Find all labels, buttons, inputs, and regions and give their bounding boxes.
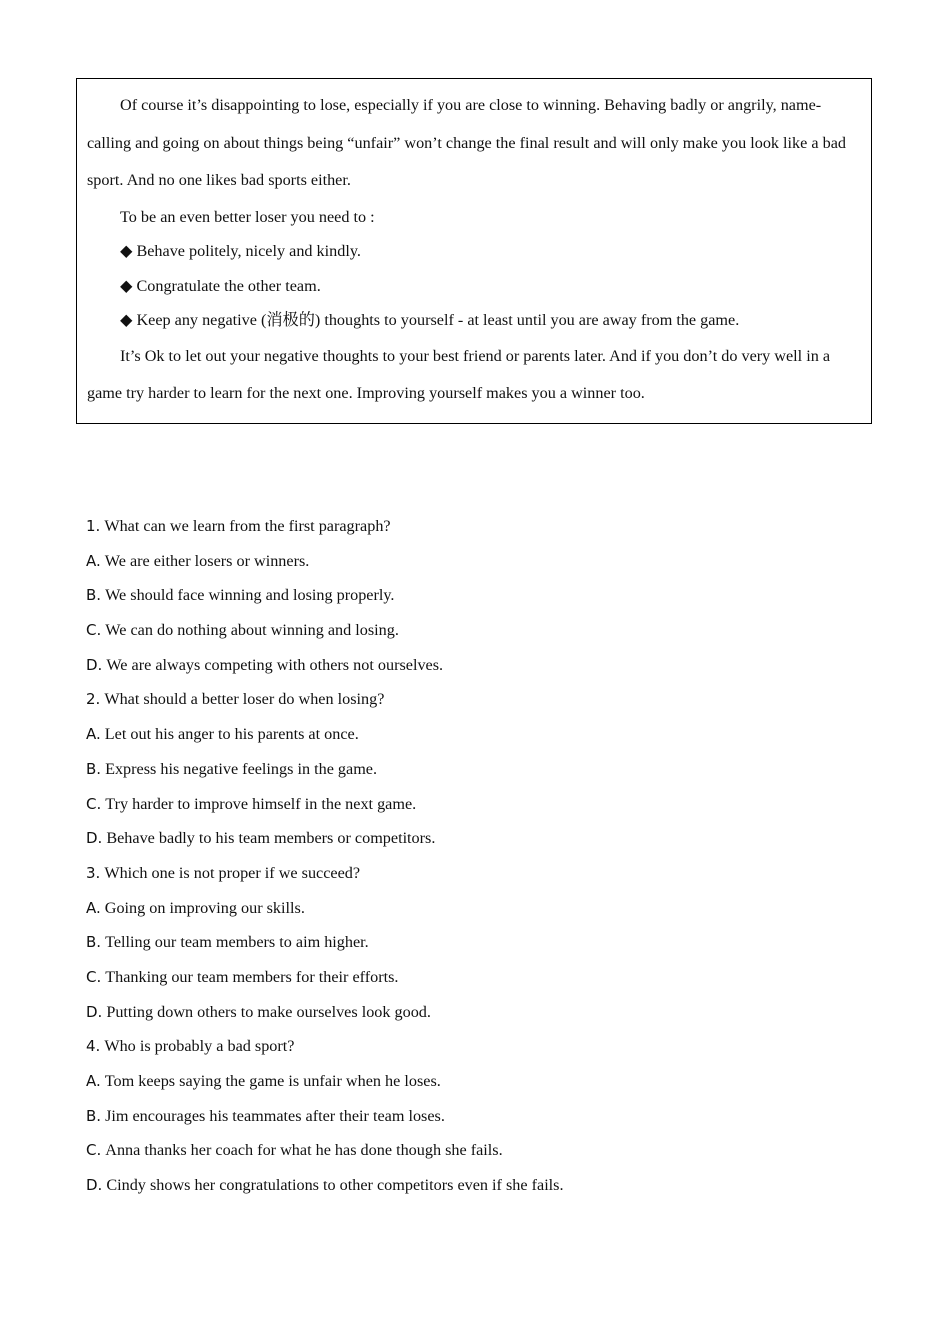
question-4-option-b: [86, 1099, 866, 1134]
option-letter: B.: [86, 933, 102, 952]
question-text: Who is probably a bad sport?: [104, 1037, 295, 1056]
option-letter: B.: [86, 759, 102, 778]
option-letter: C.: [86, 621, 102, 640]
question-list: [86, 509, 866, 1203]
option-text: We can do nothing about winning and losing.: [105, 621, 399, 640]
passage-paragraph-3: It’s Ok to let out your negative thoughts to your best friend or parents later. And if you don’t do very well in a game try harder to learn for the next one. Improving yourself makes you a winner too.: [87, 346, 831, 402]
question-3-option-b: [86, 925, 866, 960]
option-letter: D.: [86, 1002, 103, 1021]
option-text: Telling our team members to aim higher.: [105, 933, 369, 952]
passage-bullet-3: [87, 303, 861, 338]
option-text: Behave badly to his team members or competitors.: [106, 829, 436, 848]
question-4: [86, 1029, 866, 1064]
question-2: [86, 682, 866, 717]
option-text: Try harder to improve himself in the next game.: [105, 794, 417, 813]
option-letter: A.: [86, 725, 101, 744]
option-text: Anna thanks her coach for what he has done though she fails.: [105, 1141, 503, 1160]
question-number: 4.: [86, 1037, 101, 1056]
option-letter: C.: [86, 794, 102, 813]
reading-passage: [76, 78, 872, 424]
passage-bullet-2: [87, 269, 861, 304]
passage-paragraph-2: To be an even better loser you need to :: [120, 207, 375, 226]
question-2-option-d: [86, 821, 866, 856]
question-3: [86, 856, 866, 891]
question-1-option-c: [86, 613, 866, 648]
option-text: Jim encourages his teammates after their team loses.: [105, 1106, 445, 1125]
question-1-option-a: [86, 544, 866, 579]
question-text: What can we learn from the first paragraph?: [104, 517, 391, 535]
option-text: Cindy shows her congratulations to other competitors even if she fails.: [106, 1176, 564, 1195]
question-number: 3.: [86, 863, 101, 882]
option-text: Express his negative feelings in the game.: [105, 759, 378, 778]
question-2-option-c: [86, 787, 866, 822]
question-1-option-b: [86, 578, 866, 613]
question-text: Which one is not proper if we succeed?: [104, 863, 361, 882]
question-number: 2.: [86, 690, 101, 709]
option-letter: A.: [86, 898, 101, 917]
option-letter: B.: [86, 1106, 102, 1125]
question-1-option-d: [86, 648, 866, 683]
question-text: What should a better loser do when losing?: [104, 690, 385, 709]
question-3-option-d: [86, 995, 866, 1030]
bullet-text: Behave politely, nicely and kindly.: [136, 242, 361, 260]
option-text: Putting down others to make ourselves look good.: [106, 1002, 431, 1021]
bullet-text: Keep any negative (消极的) thoughts to yourself - at least until you are away from the game.: [136, 311, 740, 329]
option-text: We are always competing with others not ourselves.: [106, 655, 444, 674]
option-text: Let out his anger to his parents at once.: [104, 725, 359, 744]
question-4-option-d: [86, 1168, 866, 1203]
option-text: Tom keeps saying the game is unfair when he loses.: [104, 1072, 441, 1090]
question-4-option-c: [86, 1133, 866, 1168]
option-letter: D.: [86, 1176, 103, 1195]
diamond-bullet-icon: ◆: [120, 276, 133, 295]
option-letter: D.: [86, 829, 103, 848]
question-3-option-c: [86, 960, 866, 995]
option-text: Thanking our team members for their efforts.: [105, 967, 399, 986]
diamond-bullet-icon: ◆: [120, 311, 133, 329]
option-text: We should face winning and losing properly.: [105, 586, 395, 605]
question-3-option-a: [86, 891, 866, 926]
diamond-bullet-icon: ◆: [120, 242, 133, 260]
option-letter: C.: [86, 967, 102, 986]
question-2-option-b: [86, 752, 866, 787]
option-letter: B.: [86, 586, 102, 605]
option-text: We are either losers or winners.: [104, 551, 310, 570]
question-number: 1.: [86, 517, 101, 535]
passage-bullet-1: [87, 234, 861, 269]
question-2-option-a: [86, 717, 866, 752]
option-letter: A.: [86, 1072, 101, 1090]
bullet-text: Congratulate the other team.: [136, 276, 321, 295]
option-letter: A.: [86, 551, 101, 570]
question-4-option-a: [86, 1064, 866, 1099]
option-letter: D.: [86, 655, 103, 674]
question-1: [86, 509, 866, 544]
passage-paragraph-1: Of course it’s disappointing to lose, especially if you are close to winning. Behaving badly or angrily, name-calling and going on about things being “unfair” won’t change the final result and will only make you look like a bad sport. And no one likes bad sports either.: [87, 96, 846, 189]
option-letter: C.: [86, 1141, 102, 1160]
option-text: Going on improving our skills.: [104, 898, 305, 917]
